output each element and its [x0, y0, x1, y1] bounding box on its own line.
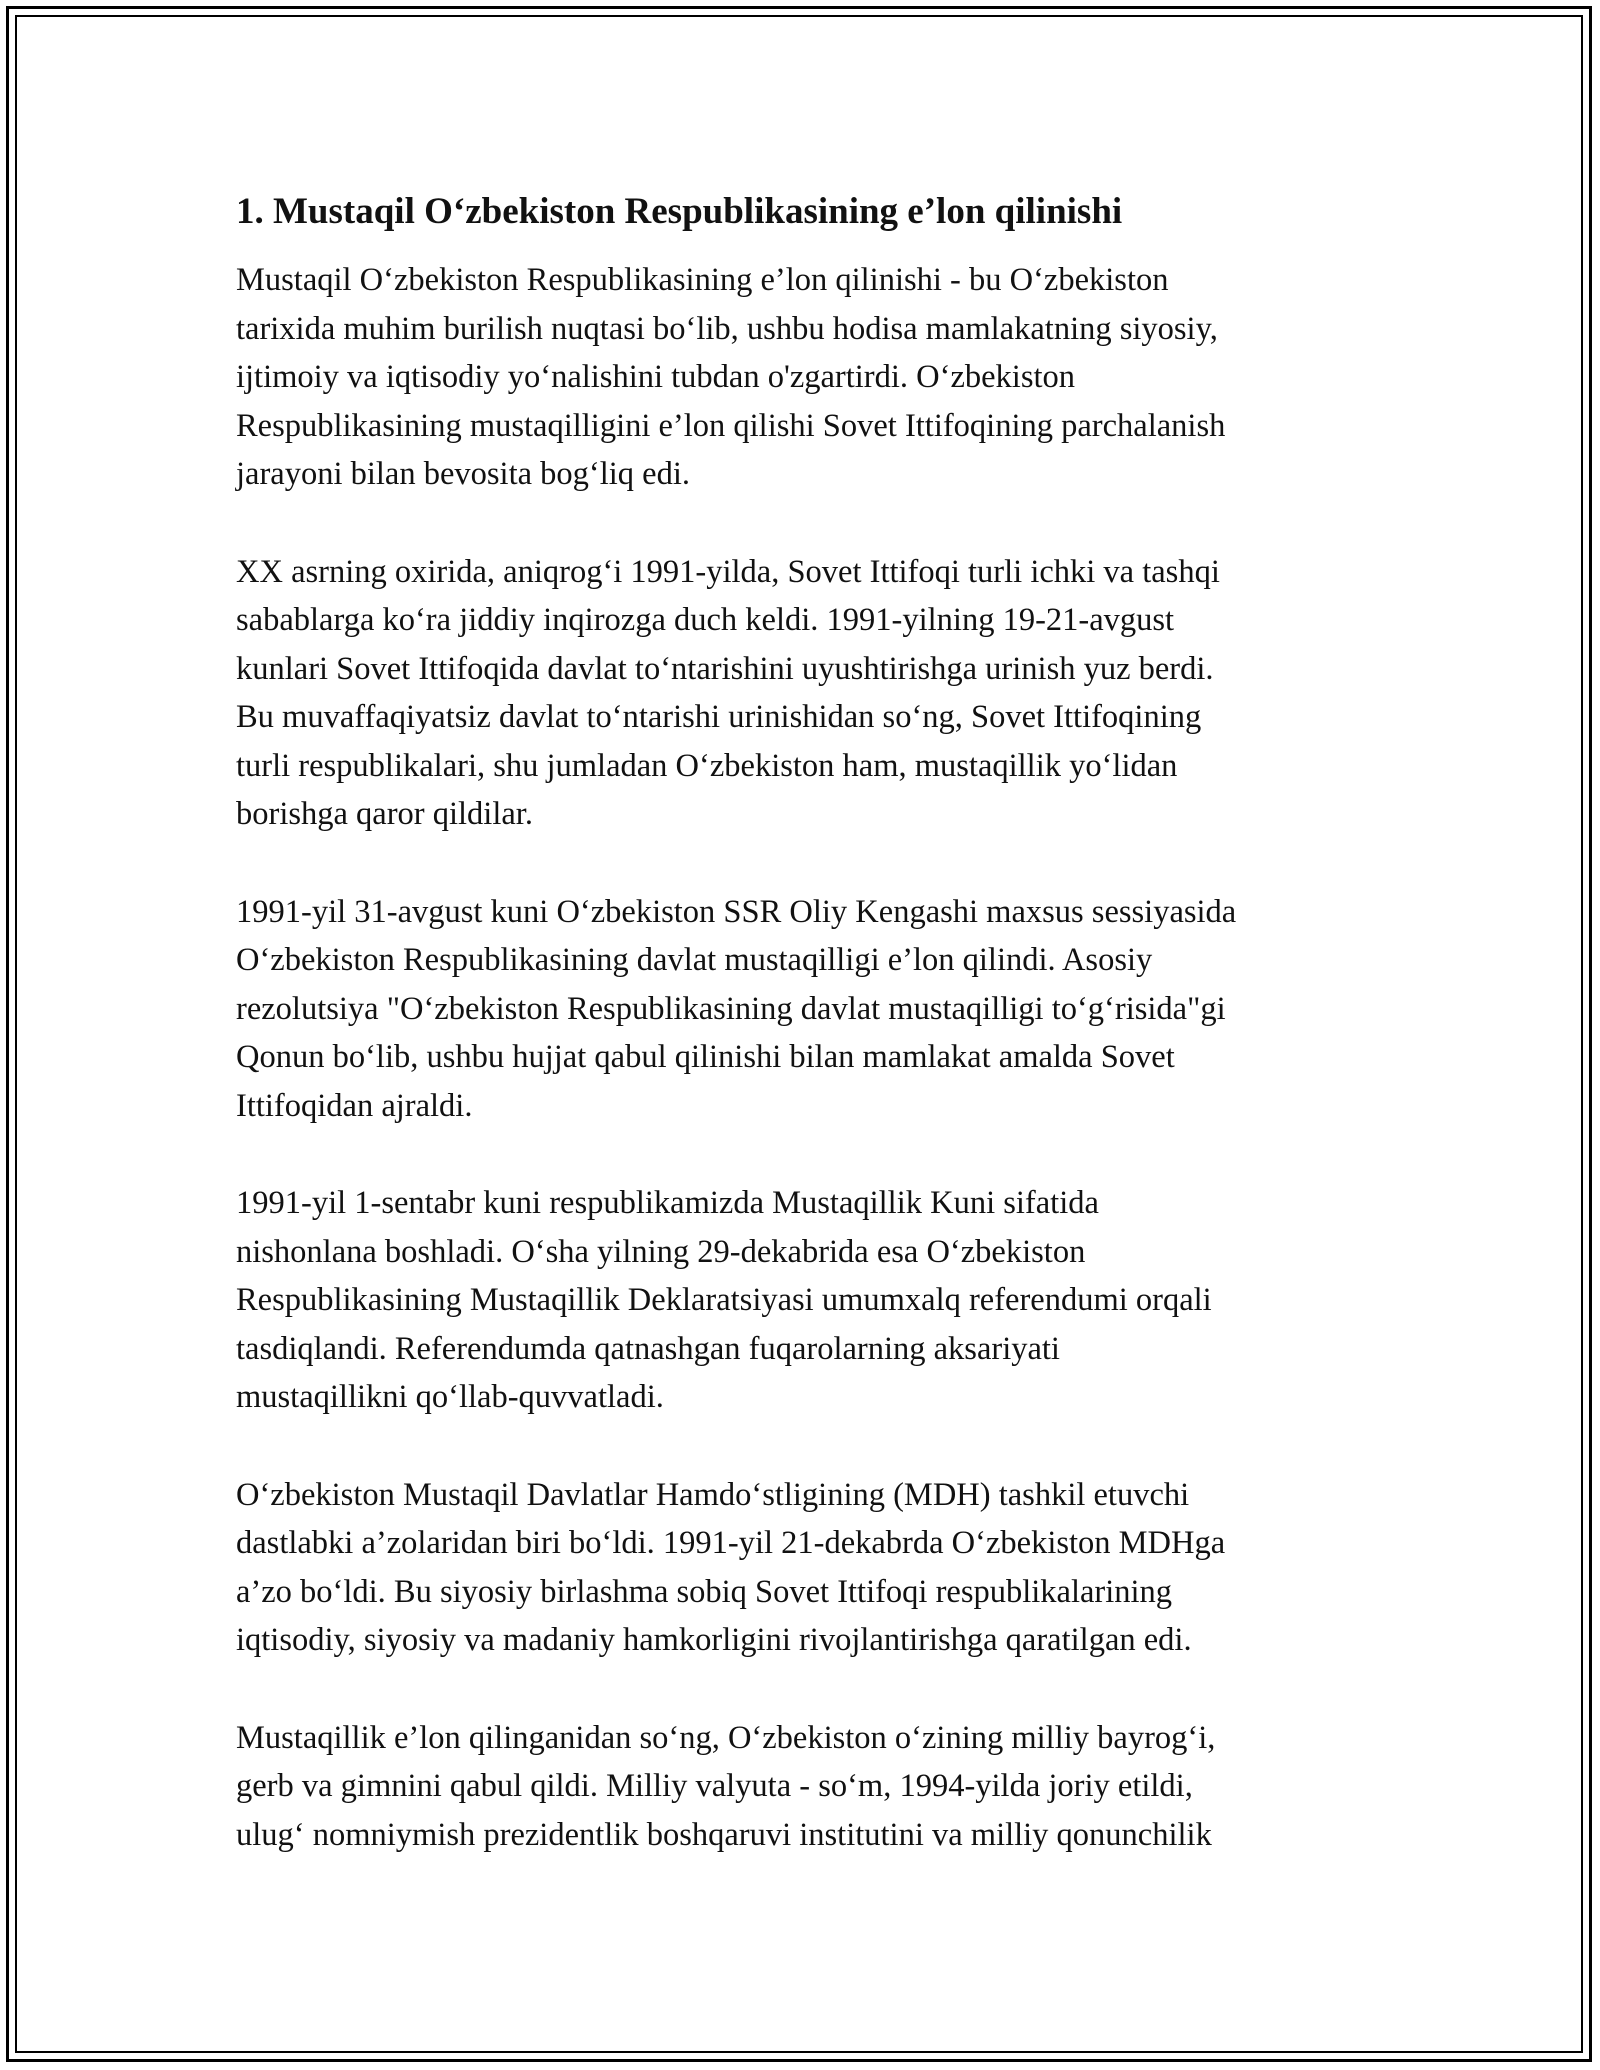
text-line: nishonlana boshladi. O‘sha yilning 29-dekabrida esa O‘zbekiston: [236, 1233, 1086, 1270]
text-line: Bu muvaffaqiyatsiz davlat to‘ntarishi urinishidan so‘ng, Sovet Ittifoqining: [236, 699, 1202, 735]
paragraph-3: [236, 888, 1366, 1131]
paragraph-2: [236, 548, 1366, 839]
text-line: turli respublikalari, shu jumladan O‘zbekiston ham, mustaqillik yo‘lidan: [236, 747, 1178, 784]
text-line: O‘zbekiston Respublikasining davlat mustaqilligi e’lon qilindi. Asosiy: [236, 942, 1153, 978]
text-line: O‘zbekiston Mustaqil Davlatlar Hamdo‘stligining (MDH) tashkil etuvchi: [236, 1476, 1190, 1513]
section-heading: 1. Mustaqil O‘zbekiston Respublikasining e’lon qilinishi: [236, 191, 1123, 232]
text-line: 1991-yil 31-avgust kuni O‘zbekiston SSR Oliy Kengashi maxsus sessiyasida: [236, 893, 1237, 930]
paragraph-6: [236, 1714, 1366, 1860]
text-line: ijtimoiy va iqtisodiy yo‘nalishini tubdan o'zgartirdi. O‘zbekiston: [236, 359, 1076, 395]
text-line: Respublikasining mustaqilligini e’lon qilishi Sovet Ittifoqining parchalanish: [236, 407, 1226, 444]
text-line: tarixida muhim burilish nuqtasi bo‘lib, ushbu hodisa mamlakatning siyosiy,: [236, 310, 1218, 347]
text-line: rezolutsiya "O‘zbekiston Respublikasining davlat mustaqilligi to‘g‘risida"gi: [236, 990, 1226, 1027]
text-line: kunlari Sovet Ittifoqida davlat to‘ntarishini uyushtirishga urinish yuz berdi.: [236, 650, 1214, 687]
text-line: a’zo bo‘ldi. Bu siyosiy birlashma sobiq Sovet Ittifoqi respublikalarining: [236, 1573, 1173, 1610]
text-line: dastlabki a’zolaridan biri bo‘ldi. 1991-yil 21-dekabrda O‘zbekiston MDHga: [236, 1525, 1226, 1561]
paragraph-4: [236, 1179, 1366, 1422]
text-line: Mustaqillik e’lon qilinganidan so‘ng, O‘zbekiston o‘zining milliy bayrog‘i,: [236, 1719, 1216, 1756]
text-line: tasdiqlandi. Referendumda qatnashgan fuqarolarning aksariyati: [236, 1330, 1060, 1367]
text-line: Qonun bo‘lib, ushbu hujjat qabul qilinishi bilan mamlakat amalda Sovet: [236, 1039, 1175, 1075]
text-line: gerb va gimnini qabul qildi. Milliy valyuta - so‘m, 1994-yilda joriy etildi,: [236, 1768, 1193, 1804]
text-line: Mustaqil O‘zbekiston Respublikasining e’lon qilinishi - bu O‘zbekiston: [236, 262, 1169, 298]
text-line: Respublikasining Mustaqillik Deklaratsiyasi umumxalq referendumi orqali: [236, 1282, 1212, 1318]
text-line: iqtisodiy, siyosiy va madaniy hamkorligini rivojlantirishga qaratilgan edi.: [236, 1622, 1192, 1658]
text-line: borishga qaror qildilar.: [236, 796, 533, 832]
paragraph-5: [236, 1471, 1366, 1665]
document-body: [236, 186, 1366, 1908]
text-line: XX asrning oxirida, aniqrog‘i 1991-yilda, Sovet Ittifoqi turli ichki va tashqi: [236, 553, 1220, 590]
text-line: 1991-yil 1-sentabr kuni respublikamizda Mustaqillik Kuni sifatida: [236, 1185, 1099, 1221]
text-line: Ittifoqidan ajraldi.: [236, 1087, 473, 1124]
text-line: mustaqillikni qo‘llab-quvvatladi.: [236, 1379, 664, 1415]
paragraph-1: [236, 256, 1366, 499]
text-line: jarayoni bilan bevosita bog‘liq edi.: [236, 456, 690, 492]
text-line: ulug‘ nomniymish prezidentlik boshqaruvi institutini va milliy qonunchilik: [236, 1816, 1212, 1853]
text-line: sabablarga ko‘ra jiddiy inqirozga duch keldi. 1991-yilning 19-21-avgust: [236, 602, 1175, 638]
